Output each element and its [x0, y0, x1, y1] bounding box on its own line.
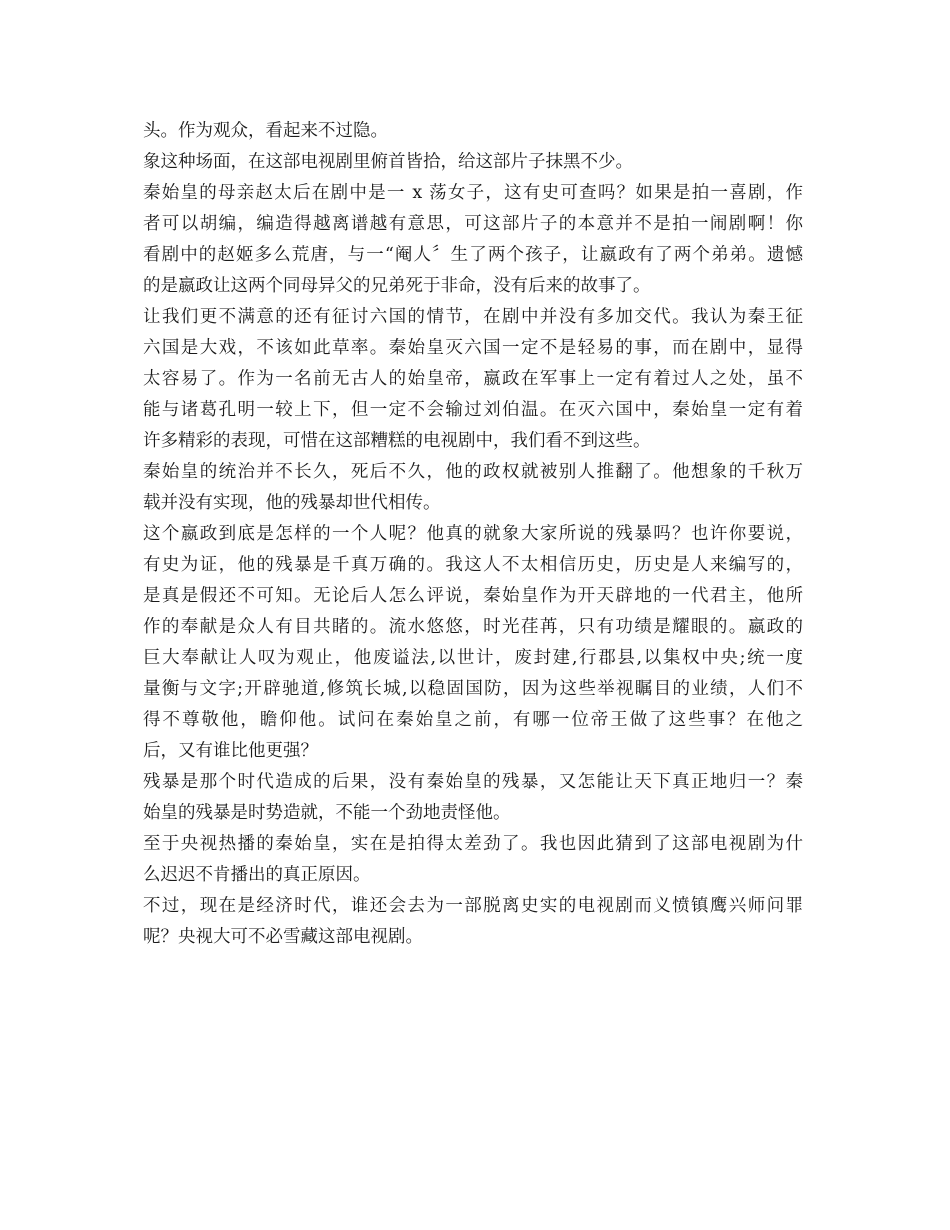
text-line: 象这种场面，在这部电视剧里俯首皆拾，给这部片子抹黑不少。 — [143, 152, 633, 172]
text-line: 六国是大戏，不该如此草率。秦始皇灭六国一定不是轻易的事，而在剧中，显得 — [143, 338, 803, 358]
text-line: 始皇的残暴是时势造就，不能一个劲地责怪他。 — [143, 803, 511, 823]
text-line: 作的奉献是众人有目共睹的。流水悠悠，时光荏苒，只有功绩是耀眼的。嬴政的 — [143, 617, 803, 637]
text-line: 得不尊敬他，瞻仰他。试问在秦始皇之前，有哪一位帝王做了这些事？在他之 — [143, 710, 803, 730]
text-line: 不过，现在是经济时代，谁还会去为一部脱离史实的电视剧而义愤镇鹰兴师问罪 — [143, 896, 803, 916]
text-line: 这个嬴政到底是怎样的一个人呢？他真的就象大家所说的残暴吗？也许你要说， — [143, 524, 803, 544]
text-line: 是真是假还不可知。无论后人怎么评说，秦始皇作为开天辟地的一代君主，他所 — [143, 586, 803, 606]
text-line: 许多精彩的表现，可惜在这部糟糕的电视剧中，我们看不到这些。 — [143, 431, 651, 451]
text-line: 的是嬴政让这两个同母异父的兄弟死于非命，没有后来的故事了。 — [143, 276, 651, 296]
text-line: 秦始皇的母亲赵太后在剧中是一 x 荡女子，这有史可查吗？如果是拍一喜剧，作 — [143, 183, 803, 203]
text-line: 者可以胡编，编造得越离谱越有意思，可这部片子的本意并不是拍一闹剧啊！你 — [143, 214, 803, 234]
article-body — [143, 116, 803, 953]
text-line: 头。作为观众，看起来不过隐。 — [143, 121, 388, 141]
text-line: 后，又有谁比他更强？ — [143, 741, 318, 761]
text-line: 巨大奉献让人叹为观止，他废谥法,以世计，废封建,行郡县,以集权中央;统一度 — [143, 648, 803, 668]
text-line: 让我们更不满意的还有征讨六国的情节，在剧中并没有多加交代。我认为秦王征 — [143, 307, 803, 327]
text-line: 能与诸葛孔明一较上下，但一定不会输过刘伯温。在灭六国中，秦始皇一定有着 — [143, 400, 803, 420]
text-line: 至于央视热播的秦始皇，实在是拍得太差劲了。我也因此猜到了这部电视剧为什 — [143, 834, 803, 854]
text-line: 残暴是那个时代造成的后果，没有秦始皇的残暴，又怎能让天下真正地归一？秦 — [143, 772, 803, 792]
text-line: 有史为证，他的残暴是千真万确的。我这人不太相信历史，历史是人来编写的， — [143, 555, 803, 575]
text-line: 秦始皇的统治并不长久，死后不久，他的政权就被别人推翻了。他想象的千秋万 — [143, 462, 803, 482]
text-line: 载并没有实现，他的残暴却世代相传。 — [143, 493, 441, 513]
text-line: 么迟迟不肯播出的真正原因。 — [143, 865, 371, 885]
text-line: 量衡与文字;开辟驰道,修筑长城,以稳固国防，因为这些举视瞩目的业绩，人们不 — [143, 679, 803, 699]
text-line: 太容易了。作为一名前无古人的始皇帝，嬴政在军事上一定有着过人之处，虽不 — [143, 369, 803, 389]
text-line: 看剧中的赵姬多么荒唐，与一“阉人〞生了两个孩子，让嬴政有了两个弟弟。遗憾 — [143, 245, 803, 265]
text-line: 呢？央视大可不必雪藏这部电视剧。 — [143, 927, 423, 947]
